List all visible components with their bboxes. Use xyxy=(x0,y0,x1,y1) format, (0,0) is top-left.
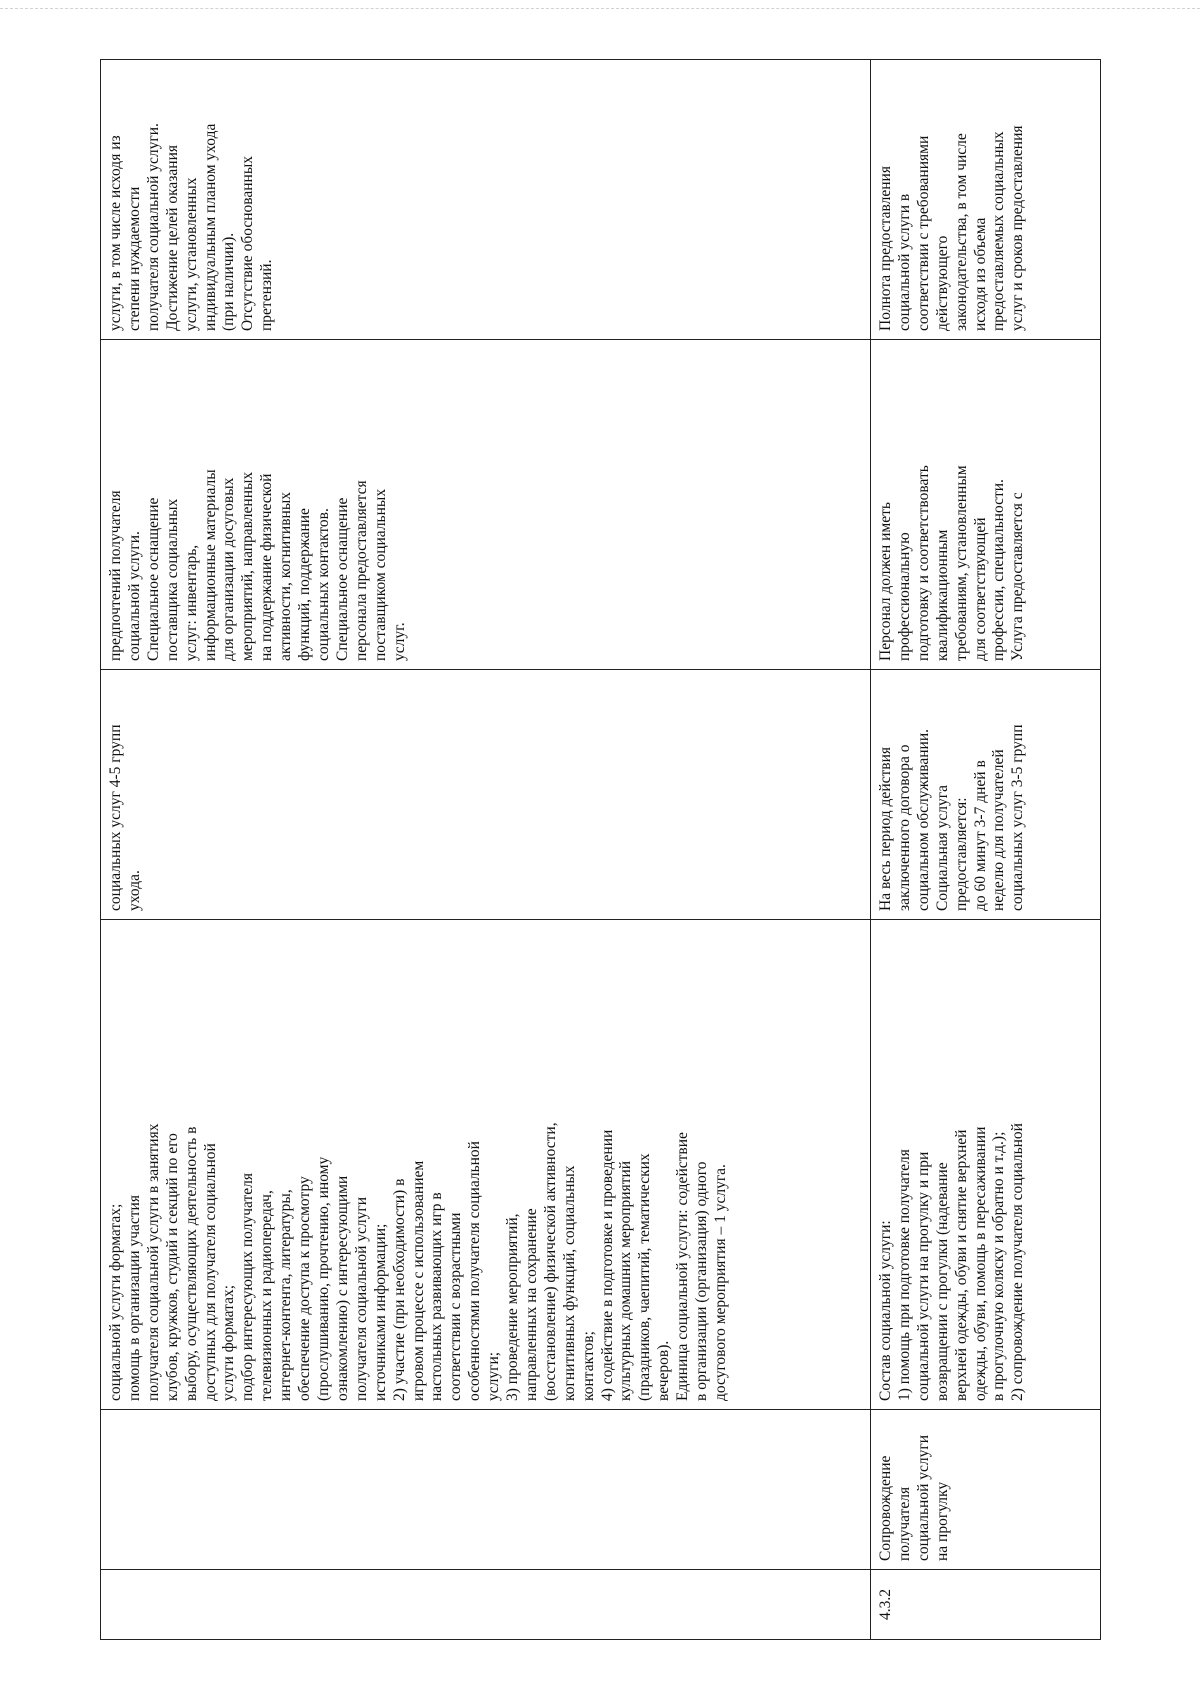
text-line: ухода. xyxy=(125,870,143,911)
text-line: досугового мероприятия – 1 услуга. xyxy=(712,1164,729,1401)
text-line: Отсутствие обоснованных xyxy=(239,155,257,331)
text-line: получателя социальной услуги в занятиях xyxy=(144,1123,162,1401)
row-number-cell: 4.3.2 xyxy=(871,1570,1101,1640)
text-line: информационные материалы xyxy=(201,469,219,661)
text-line: услуг. xyxy=(390,622,408,661)
text-line: профессии, специальности. xyxy=(990,479,1008,661)
text-line: возвращении с прогулки (надевание xyxy=(933,1162,951,1401)
text-line: предпочтений получателя xyxy=(107,490,124,661)
text-line: (праздников, чаепитий, тематических xyxy=(636,1153,654,1401)
services-table xyxy=(100,59,1101,1640)
text-line: культурных домашних мероприятий xyxy=(617,1160,635,1401)
text-line: ознакомлению) с интересующими xyxy=(333,1175,351,1401)
text-line: услуг и сроков предоставления xyxy=(1009,125,1027,331)
text-line: получателя социальной услуги xyxy=(352,1196,370,1401)
text-line: когнитивных функций, социальных xyxy=(560,1165,578,1401)
text-line: На весь период действия xyxy=(877,746,894,911)
text-line: индивидуальным планом ухода xyxy=(201,123,219,331)
text-line: степени нуждаемости xyxy=(125,186,143,331)
text-line: неделю для получателей xyxy=(990,749,1008,911)
text-line: Полнота предоставления xyxy=(877,166,894,331)
text-line: социальной услуги в xyxy=(895,193,913,331)
text-line: подбор интересующих получателя xyxy=(239,1173,257,1401)
text-line: выбору, осуществляющих деятельность в xyxy=(182,1126,200,1401)
text-line: социальных услуг 3-5 групп xyxy=(1009,724,1027,911)
text-line: особенностями получателя социальной xyxy=(466,1141,484,1401)
service-conditions-cell xyxy=(871,340,1101,670)
text-line: предоставляемых социальных xyxy=(990,131,1008,331)
text-line: услуги форматах; xyxy=(220,1284,238,1401)
text-line: источниками информации; xyxy=(371,1223,389,1401)
scan-edge-line xyxy=(0,8,1200,9)
text-line: Услуга предоставляется с xyxy=(1009,492,1027,661)
text-line: персонала предоставляется xyxy=(352,480,370,661)
text-line: Персонал должен иметь xyxy=(877,502,894,661)
text-line: до 60 минут 3-7 дней в xyxy=(971,760,989,911)
text-line: активности, когнитивных xyxy=(277,491,295,661)
text-line: контактов; xyxy=(579,1331,597,1401)
text-line: телевизионных и радиопередач, xyxy=(258,1190,276,1401)
text-line: направленных на сохранение xyxy=(522,1208,540,1401)
text-line: поставщиком социальных xyxy=(371,488,389,661)
text-line: подготовку и соответствовать xyxy=(914,465,932,661)
service-quality-cell xyxy=(101,60,871,340)
text-line: услуги, установленных xyxy=(182,177,200,331)
text-line: настольных развивающих игр в xyxy=(428,1192,446,1401)
service-name-cell xyxy=(101,1410,871,1570)
service-conditions-cell xyxy=(101,340,871,670)
table-row xyxy=(101,60,871,1640)
text-line: 1) помощь при подготовке получателя xyxy=(895,1149,913,1401)
text-line: профессиональную xyxy=(895,532,913,661)
text-line: игровом процессе с использованием xyxy=(409,1160,427,1401)
text-line: (восстановление) физической активности, xyxy=(541,1122,559,1401)
text-line: одежды, обуви, помощь в пересаживании xyxy=(971,1126,989,1401)
text-line: Состав социальной услуги: xyxy=(877,1220,894,1401)
text-line: доступных для получателя социальной xyxy=(201,1143,219,1401)
text-line: Достижение целей оказания xyxy=(163,145,181,331)
service-quality-cell xyxy=(871,60,1101,340)
text-line: мероприятий, направленных xyxy=(239,471,257,661)
text-line: претензий. xyxy=(258,259,276,331)
text-line: (прослушиванию, прочтению, иному xyxy=(314,1156,332,1401)
text-line: (при наличии). xyxy=(220,232,238,331)
text-line: 4) содействие в подготовке и проведении xyxy=(598,1129,616,1401)
text-line: Единица социальной услуги: содействие xyxy=(674,1132,692,1401)
service-description-cell xyxy=(871,920,1101,1410)
text-line: интернет-контента, литературы, xyxy=(277,1189,295,1401)
text-line: помощь в организации участия xyxy=(125,1195,143,1401)
text-line: Специальное оснащение xyxy=(333,497,351,661)
text-line: для соответствующей xyxy=(971,517,989,661)
text-line: услуги; xyxy=(485,1351,503,1401)
rotated-page xyxy=(100,60,1100,1640)
text-line: поставщика социальных xyxy=(163,498,181,661)
text-line: социальной услуги. xyxy=(125,531,143,661)
text-line: Специальное оснащение xyxy=(144,497,162,661)
text-line: социальной услуги на прогулку и при xyxy=(914,1151,932,1401)
text-line: социальной услуги форматах; xyxy=(107,1203,124,1401)
text-line: 3) проведение мероприятий, xyxy=(504,1213,522,1401)
text-line: услуги, в том числе исходя из xyxy=(107,135,124,331)
row-number-cell xyxy=(101,1570,871,1640)
text-line: услуг: инвентарь, xyxy=(182,544,200,661)
text-line: на поддержание физической xyxy=(258,473,276,661)
text-line: социальном обслуживании. xyxy=(914,728,932,911)
text-line: требованиям, установленным xyxy=(952,465,970,661)
text-line: заключенного договора о xyxy=(895,744,913,911)
text-line: законодательства, в том числе xyxy=(952,133,970,331)
service-terms-cell xyxy=(871,670,1101,920)
text-line: функций, поддержание xyxy=(296,508,314,661)
text-line: исходя из объема xyxy=(971,217,989,331)
text-line: действующего xyxy=(933,235,951,331)
text-line: 2) сопровождение получателя социальной xyxy=(1009,1123,1027,1401)
text-line: получателя социальной услуги. xyxy=(144,123,162,331)
service-description-cell xyxy=(101,920,871,1410)
text-line: клубов, кружков, студий и секций по его xyxy=(163,1133,181,1401)
text-line: вечеров). xyxy=(655,1340,673,1401)
text-line: в организации (организация) одного xyxy=(693,1161,711,1401)
text-line: для организации досуговых xyxy=(220,477,238,661)
text-line: соответствии с возрастными xyxy=(447,1212,465,1401)
text-line: социальных контактов. xyxy=(314,508,332,661)
service-name-cell: Сопровождение получателя социальной услуги на прогулку xyxy=(871,1410,1101,1570)
text-line: социальных услуг 4-5 групп xyxy=(107,724,124,911)
text-line: Социальная услуга xyxy=(933,784,951,911)
text-line: предоставляется: xyxy=(952,797,970,911)
text-line: обеспечение доступа к просмотру xyxy=(296,1176,314,1401)
text-line: соответствии с требованиями xyxy=(914,135,932,331)
text-line: 2) участие (при необходимости) в xyxy=(390,1178,408,1401)
table-row xyxy=(871,60,1101,1640)
text-line: в прогулочную коляску и обратно и т.д.); xyxy=(990,1131,1008,1401)
text-line: верхней одежды, обуви и снятие верхней xyxy=(952,1129,970,1401)
text-line: квалификационным xyxy=(933,529,951,661)
service-terms-cell xyxy=(101,670,871,920)
